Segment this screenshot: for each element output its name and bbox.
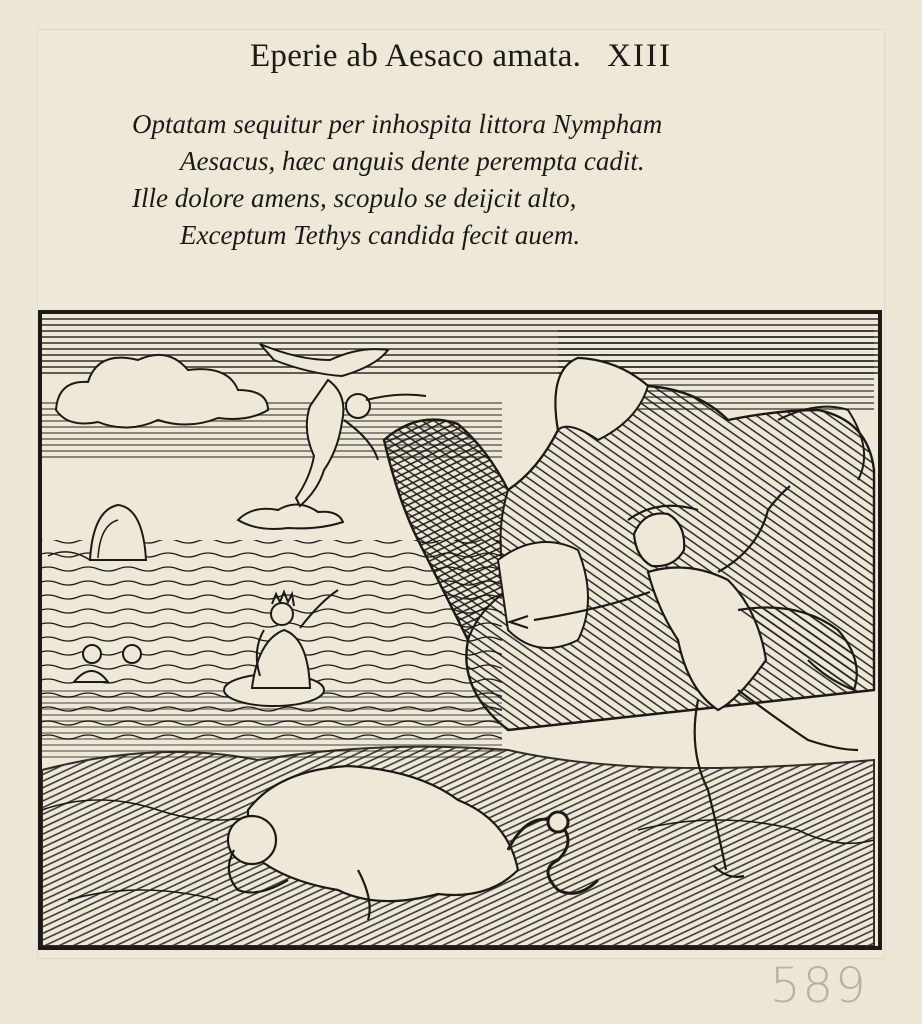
- title-text: Eperie ab Aesaco amata.: [249, 38, 582, 74]
- verse-line: Exceptum Tethys candida fecit auem.: [180, 220, 581, 250]
- plate-number: XIII: [607, 38, 673, 74]
- verse-line: Optatam sequitur per inhospita littora Nympham: [132, 109, 663, 139]
- verse-line: Aesacus, hæc anguis dente perempta cadit.: [180, 146, 645, 176]
- woodcut-illustration: [38, 310, 882, 950]
- folio-number: 589: [770, 958, 868, 1014]
- verse-line: Ille dolore amens, scopulo se deijcit alto,: [132, 183, 577, 213]
- page-title: [0, 38, 922, 88]
